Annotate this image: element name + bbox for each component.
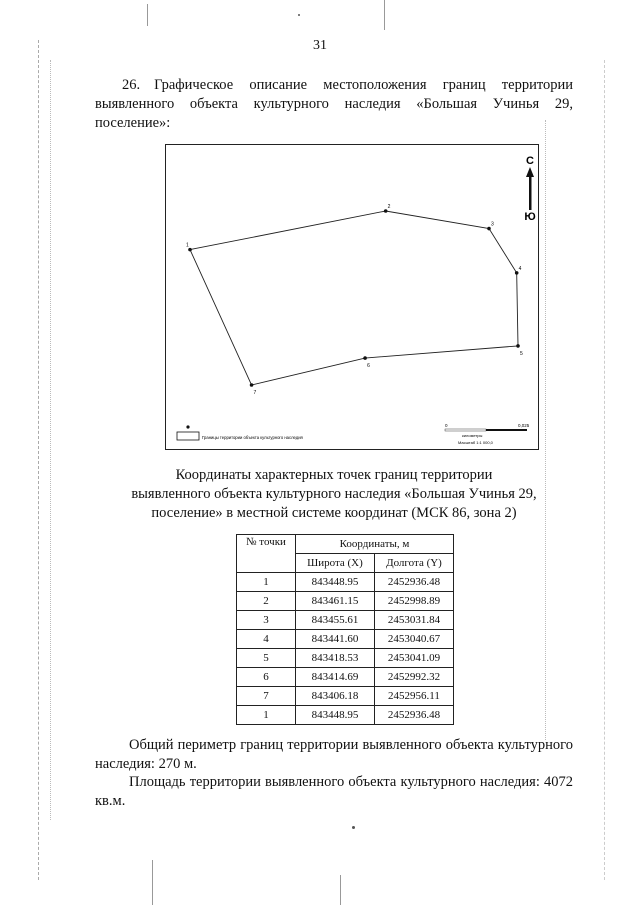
scan-margin-line [147, 4, 149, 26]
section-heading-text: Графическое описание местоположения границ территории выявленного объекта культурного наследия «Большая Учинья 29, поселение»: [95, 77, 573, 131]
scale-bar [445, 423, 530, 445]
boundary-line [190, 211, 518, 385]
table-row [237, 573, 454, 592]
longitude-cell: 2453031.84 [374, 611, 453, 630]
boundary-point-label: 6 [367, 363, 370, 370]
boundary-polygon [186, 204, 523, 396]
coordinates-title-line: поселение» в местной системе координат (МСК 86, зона 2) [151, 505, 517, 521]
table-header-row [237, 535, 454, 554]
scan-margin-line [384, 0, 386, 30]
area-text: Площадь территории выявленного объекта культурного наследия: 4072 кв.м. [95, 774, 573, 809]
perimeter-text: Общий периметр границ территории выявленного объекта культурного наследия: 270 м. [95, 737, 573, 772]
north-label: С [526, 155, 534, 167]
latitude-cell: 843441.60 [296, 630, 375, 649]
scan-margin-line [38, 40, 40, 880]
scale-start: 0 [445, 423, 448, 428]
area-paragraph [95, 773, 573, 811]
longitude-cell: 2452936.48 [374, 706, 453, 725]
longitude-cell: 2453040.67 [374, 630, 453, 649]
legend-text: Границы территории объекта культурного наследия [202, 435, 303, 440]
header-longitude: Долгота (Y) [374, 554, 453, 573]
header-latitude: Широта (X) [296, 554, 375, 573]
section-heading [95, 76, 573, 133]
point-number-cell: 3 [237, 611, 296, 630]
perimeter-paragraph [95, 736, 573, 774]
header-point-number: № точки [237, 535, 296, 573]
scan-margin-line [50, 60, 52, 820]
point-number-cell: 4 [237, 630, 296, 649]
table-row [237, 687, 454, 706]
boundary-point-label: 4 [518, 265, 522, 272]
table-row [237, 611, 454, 630]
longitude-cell: 2453041.09 [374, 649, 453, 668]
longitude-cell: 2452956.11 [374, 687, 453, 706]
point-number-cell: 6 [237, 668, 296, 687]
boundary-point [250, 383, 254, 387]
coordinates-title [95, 466, 573, 523]
point-number-cell: 5 [237, 649, 296, 668]
point-number-cell: 7 [237, 687, 296, 706]
scan-margin-line [545, 120, 547, 740]
table-row [237, 649, 454, 668]
coordinates-title-line: выявленного объекта культурного наследия «Большая Учинья 29, [131, 486, 537, 502]
boundary-map-svg [166, 145, 538, 449]
legend-boundary-icon [177, 432, 199, 440]
boundary-point-label: 1 [186, 242, 189, 249]
scan-speck [352, 826, 355, 829]
point-number-cell: 1 [237, 706, 296, 725]
scan-margin-line [604, 60, 606, 880]
boundary-point-label: 2 [387, 204, 391, 210]
table-row [237, 706, 454, 725]
legend-point-icon [186, 425, 189, 428]
header-coordinates: Координаты, м [296, 535, 454, 554]
map-legend [177, 425, 303, 440]
scan-speck [298, 14, 300, 16]
latitude-cell: 843418.53 [296, 649, 375, 668]
table-row [237, 668, 454, 687]
boundary-point-label: 3 [490, 221, 494, 228]
boundary-map [165, 144, 539, 450]
boundary-point-label: 7 [253, 390, 257, 396]
table-row [237, 630, 454, 649]
longitude-cell: 2452992.32 [374, 668, 453, 687]
south-label: Ю [524, 211, 536, 223]
coordinates-title-line: Координаты характерных точек границ территории [175, 467, 493, 483]
latitude-cell: 843448.95 [296, 706, 375, 725]
latitude-cell: 843414.69 [296, 668, 375, 687]
table-row [237, 592, 454, 611]
scan-margin-line [340, 875, 342, 905]
longitude-cell: 2452936.48 [374, 573, 453, 592]
latitude-cell: 843406.18 [296, 687, 375, 706]
coordinates-table [236, 534, 454, 725]
north-arrow-icon [524, 155, 535, 223]
latitude-cell: 843448.95 [296, 573, 375, 592]
longitude-cell: 2452998.89 [374, 592, 453, 611]
scale-units: километры [462, 433, 483, 438]
latitude-cell: 843461.15 [296, 592, 375, 611]
boundary-point [516, 344, 520, 348]
scale-end: 0,025 [518, 423, 530, 428]
scale-ratio: Масштаб 1:1 000,0 [458, 440, 493, 445]
section-number: 26. [122, 77, 141, 93]
latitude-cell: 843455.61 [296, 611, 375, 630]
point-number-cell: 2 [237, 592, 296, 611]
page-number: 31 [313, 38, 327, 53]
scan-margin-line [152, 860, 154, 905]
boundary-point [363, 356, 367, 360]
boundary-point-label: 5 [520, 350, 523, 357]
point-number-cell: 1 [237, 573, 296, 592]
